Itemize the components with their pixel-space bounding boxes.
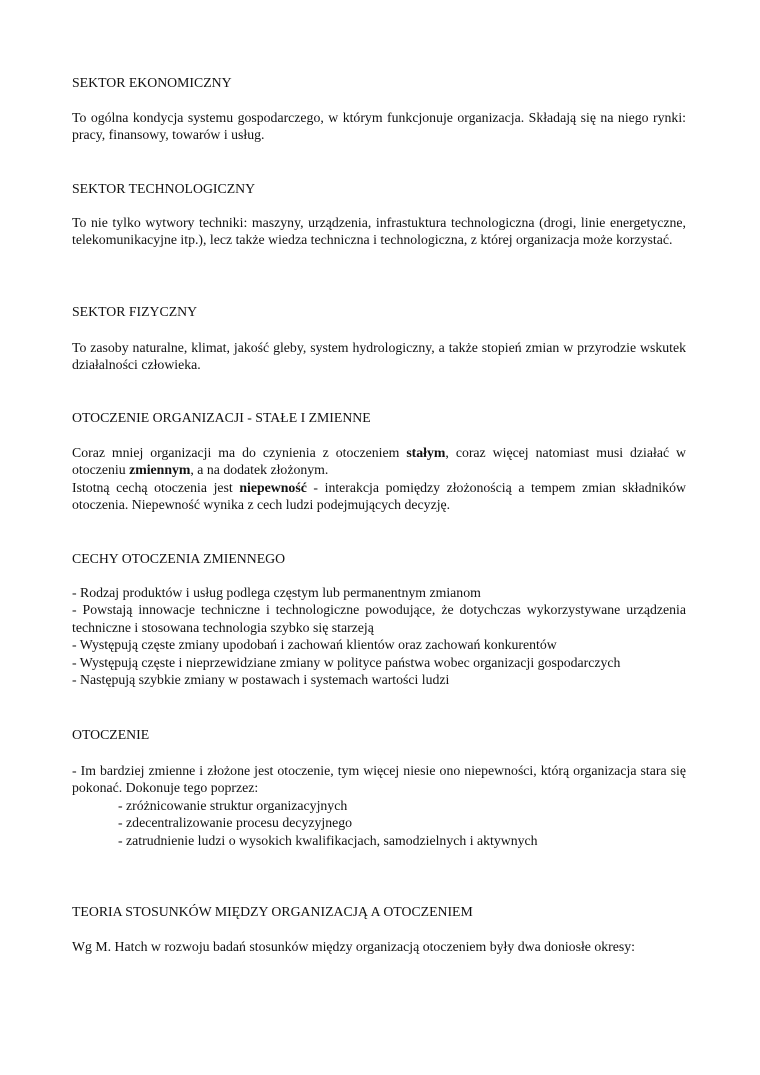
- list-item: - Występują częste zmiany upodobań i zachowań klientów oraz zachowań konkurentów: [72, 637, 557, 653]
- paragraph-sektor-fizyczny: To zasoby naturalne, klimat, jakość gleby, system hydrologiczny, a także stopień zmian w przyrodzie wskutek działalności człowieka.: [72, 340, 686, 373]
- heading-sektor-technologiczny: SEKTOR TECHNOLOGICZNY: [72, 181, 256, 196]
- paragraph-sektor-technologiczny: To nie tylko wytwory techniki: maszyny, urządzenia, infrastuktura technologiczna (drogi, linie energetyczne, telekomunikacyjne itp.), lecz także wiedza techniczna i technologiczna, z której organizacja może korzystać.: [72, 215, 686, 248]
- paragraph-sektor-ekonomiczny: To ogólna kondycja systemu gospodarczego, w którym funkcjonuje organizacja. Składają się na niego rynki: pracy, finansowy, towarów i usług.: [72, 110, 686, 143]
- paragraph-teoria-stosunkow: Wg M. Hatch w rozwoju badań stosunków między organizacją otoczeniem były dwa doniosłe okresy:: [72, 939, 635, 954]
- list-item: - Rodzaj produktów i usług podlega częstym lub permanentnym zmianom: [72, 585, 481, 600]
- list-item: - Następują szybkie zmiany w postawach i systemach wartości ludzi: [72, 672, 450, 688]
- list-item: - Występują częste i nieprzewidziane zmiany w polityce państwa wobec organizacji gospodarczych: [72, 654, 621, 670]
- heading-cechy-otoczenia-zmiennego: CECHY OTOCZENIA ZMIENNEGO: [72, 551, 286, 566]
- heading-otoczenie: OTOCZENIE: [72, 727, 150, 742]
- emphasis-stalym: stałym: [406, 445, 446, 460]
- block-otoczenie: [72, 762, 686, 849]
- text-segment: Coraz mniej organizacji ma do czynienia z otoczeniem: [72, 445, 407, 460]
- text-segment: Istotną cechą otoczenia jest: [72, 480, 240, 495]
- emphasis-niepewnosc: niepewność: [239, 480, 307, 495]
- paragraph-otoczenie-stale-zmienne: [72, 444, 686, 479]
- list-item: - zatrudnienie ludzi o wysokich kwalifikacjach, samodzielnych i aktywnych: [118, 832, 538, 848]
- heading-sektor-ekonomiczny: SEKTOR EKONOMICZNY: [72, 75, 232, 90]
- heading-teoria-stosunkow: TEORIA STOSUNKÓW MIĘDZY ORGANIZACJĄ A OTOCZENIEM: [72, 904, 473, 919]
- heading-sektor-fizyczny: SEKTOR FIZYCZNY: [72, 304, 198, 319]
- text-segment: - interakcja pomiędzy złożonością a tempem zmian składników otoczenia. Niepewność wynika z cech ludzi podejmujących decyzję.: [72, 480, 687, 513]
- paragraph-niepewnosc: [72, 479, 686, 514]
- paragraph-otoczenie: - Im bardziej zmienne i złożone jest otoczenie, tym więcej niesie ono niepewności, którą organizacja stara się pokonać. Dokonuje tego poprzez:: [72, 763, 686, 796]
- list-cechy-otoczenia: [72, 584, 686, 688]
- text-segment: , a na dodatek złożonym.: [190, 462, 329, 478]
- list-item: - zróżnicowanie struktur organizacyjnych: [118, 797, 348, 813]
- emphasis-zmiennym: zmiennym: [129, 462, 191, 478]
- heading-otoczenie-organizacji: OTOCZENIE ORGANIZACJI - STAŁE I ZMIENNE: [72, 410, 371, 425]
- text-segment: , coraz więcej natomiast musi działać w otoczeniu: [72, 445, 686, 478]
- list-item: - Powstają innowacje techniczne i technologiczne powodujące, że dotychczas wykorzystywane urządzenia techniczne i stosowana technologia szybko się starzeją: [72, 602, 686, 635]
- list-item: - zdecentralizowanie procesu decyzyjnego: [118, 815, 353, 831]
